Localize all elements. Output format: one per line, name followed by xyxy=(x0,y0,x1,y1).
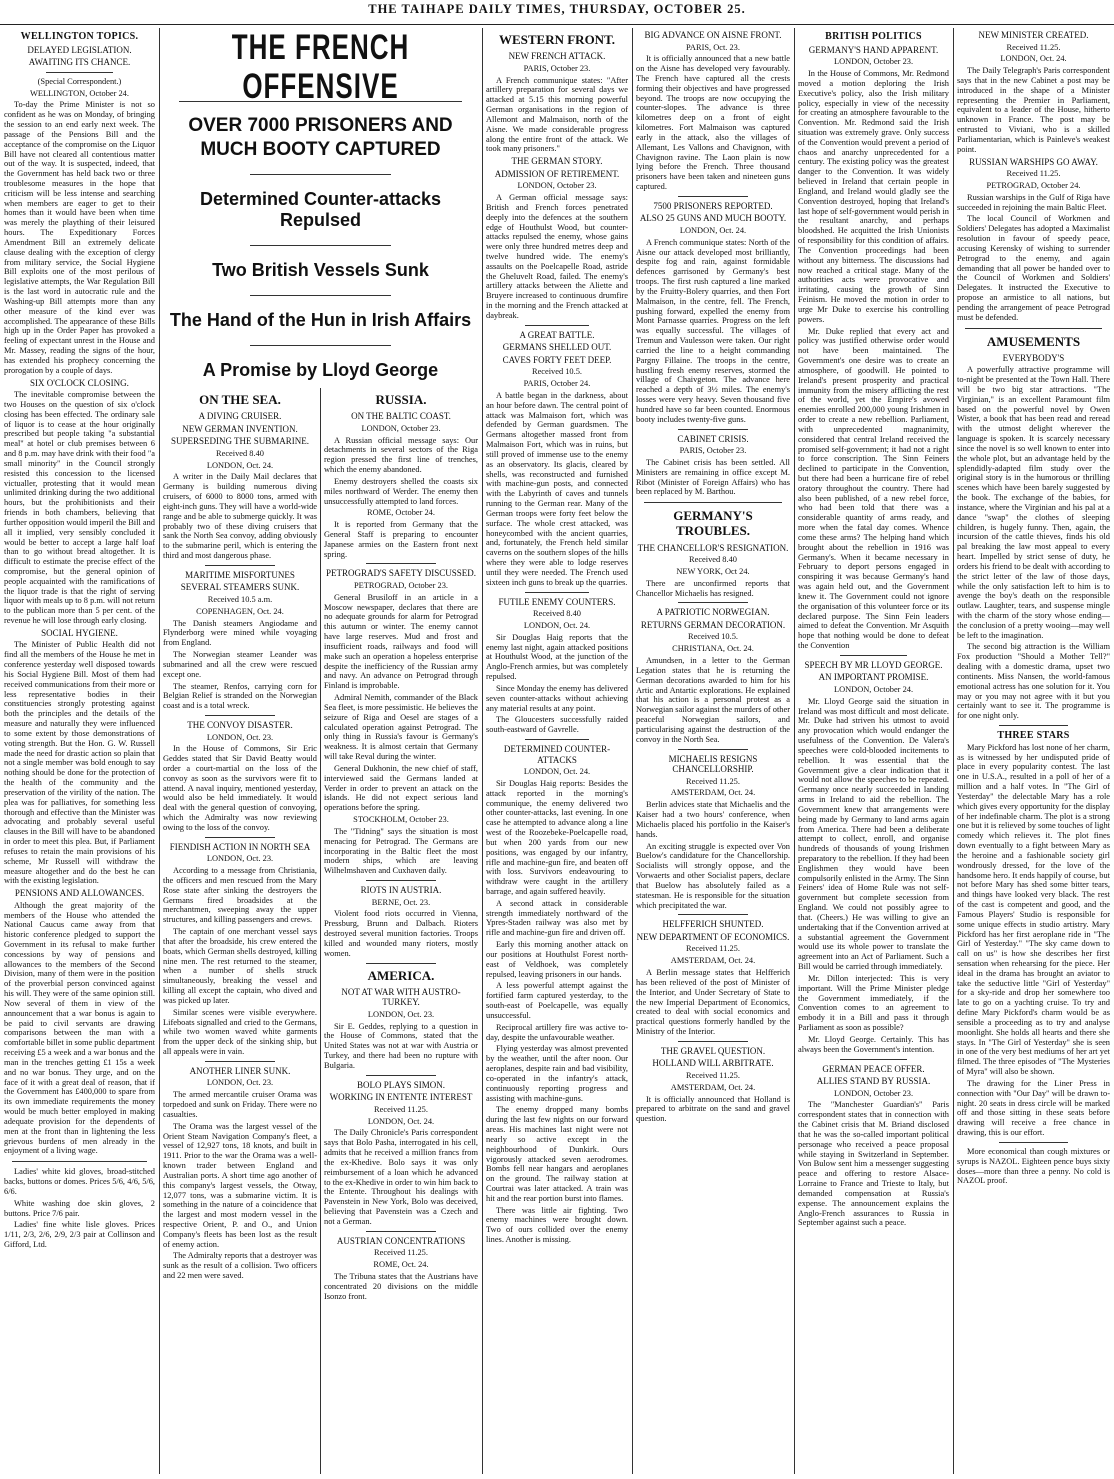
divider xyxy=(366,1231,435,1232)
dateline: LONDON, Oct. 24. xyxy=(1000,54,1067,64)
paragraph: It is officially announced that a new battle on the Aisne has developed very favourably. The French have captured all the crests forming their objectives and have progressed beyond. The troops are now occupying the counter-slopes. The advance is three kilometres deep on a front of eight kilometres. Fort Malmaison was captured early in the attack, also the villages of Allemant, Les Vallons and Chavignon, with Chavignon ravine. The Laon plain is now lying before the French. Three thousand prisoners have been taken and nineteen guns captured. xyxy=(636,54,790,192)
paragraph: Although the great majority of the members of the House who attended the National Caucus came away from that historic conference pledged to support the Government in its refusal to make further concessions by way of pensions and allowances to the members of the Second Division, many of them were in the position of the proverbial person convinced against his will. They were of the same opinion still. Now several of them in view of the announcement that a war bonus is again to be paid to civil servants are drawing comparisons between the man with a comfortable billet in some public department receiving £5 a week and a war bonus and the man in the trenches getting £1 15s a week and no war bonus. They urge, and on the face of it with a great deal of reason, that if the Government has £400,000 to spare from its own immediate requirements the money would be much better employed in making adequate provision for the dependents of men at the front than in lightening the less grievous burdens of men already in the enjoyment of a living wage. xyxy=(4,900,155,1156)
subheadline: A PATRIOTIC NORWEGIAN. xyxy=(656,607,770,618)
received-line: Received 10.5. xyxy=(531,367,582,377)
paragraph: According to a message from Christiania, the officers and men rescued from the Mary Rose state after sinking the destroyers the Germans fired broadsides at the merchantmen, sweeping away the upper structures, and killing passengers and crews. xyxy=(163,866,317,925)
dateline: COPENHAGEN, Oct. 24. xyxy=(196,606,284,616)
dateline: LONDON, Oct. 24. xyxy=(206,460,274,470)
subheadline: MICHAELIS RESIGNS CHANCELLORSHIP. xyxy=(668,753,758,775)
section-headline: WESTERN FRONT. xyxy=(498,32,616,47)
dateline: LONDON, October 23. xyxy=(361,423,441,433)
paragraph: A less powerful attempt against the fortified farm captured yesterday, to the south-east of Poelcapelle, was equally unsuccessful. xyxy=(486,981,628,1020)
received-line: Received 11.25. xyxy=(686,776,740,786)
dateline: LONDON, October 23. xyxy=(833,57,914,67)
received-line: Received 10.5. xyxy=(687,632,738,642)
received-line: Received 11.25. xyxy=(1006,42,1061,52)
subheadline: NEW MINISTER CREATED. xyxy=(978,30,1089,40)
dateline: LONDON, October 24. xyxy=(833,684,914,694)
paragraph: Berlin advices state that Michaelis and the Kaiser had a two hours' conference, when Michaelis placed his portfolio in the Kaiser's hands. xyxy=(636,800,790,839)
divider xyxy=(205,565,274,566)
paragraph: The Orama was the largest vessel of the Orient Steam Navigation Company's fleet, a vessel of 12,927 tons, 18 knots, and built in 1911. Prior to the war the Orama was a well-known trader between England and Australian ports. A short time ago another of this company's largest vessels, the Otway, 12,077 tons, was a submarine victim. It is something in the nature of a coincidence that the largest and most modern vessel in the respective Orient, P. and O., and Union Company's fleets has been lost as the result of enemy action. xyxy=(163,1121,317,1249)
divider xyxy=(678,602,747,603)
paragraph: Mr. Lloyd George. Certainly. This has always been the Government's intention. xyxy=(798,1034,949,1054)
dateline: LONDON, Oct. 23. xyxy=(206,1078,274,1088)
paragraph: The Cabinet crisis has been settled. All Ministers are remaining in office except M. Ribot (Minister of Foreign Affairs) who has been replaced by M. Barthou. xyxy=(636,457,790,497)
subheadline: A GREAT BATTLE. xyxy=(519,329,595,340)
divider xyxy=(205,1061,274,1062)
dateline: BERNE, Oct. 23. xyxy=(371,897,431,907)
divider xyxy=(525,325,589,326)
subheadline: RUSSIAN WARSHIPS GO AWAY. xyxy=(969,156,1098,167)
main-headline: THE FRENCH OFFENSIVE xyxy=(231,28,410,106)
column-on-the-sea xyxy=(163,388,317,1474)
paragraph: Admiral Nemith, commander of the Black Sea fleet, is more pessimistic. He believes the seizure of Riga and Oesel are stages of a calculated operation against Petrograd. The only thing in Russia's favour is Germany's weakness. It is almost certain that Germany will take Reval during the winter. xyxy=(324,693,478,762)
dateline: PARIS, October 23. xyxy=(523,63,591,73)
subheadline: NEW FRENCH ATTACK. xyxy=(508,51,606,62)
paragraph: The "Tidning" says the situation is most menacing for Petrograd. The Germans are incorporating in the Baltic fleet the most modern ships, which are leaving Wilhelmshaven and Cuxhaven daily. xyxy=(324,826,478,876)
divider xyxy=(840,1059,908,1060)
column-wellington-topics xyxy=(4,28,155,1474)
received-line: Received 11.25. xyxy=(686,1070,740,1080)
paragraph: The Daily Telegraph's Paris correspondent says that in the new Cabinet a post may be introduced in the shape of a Minister representing the Premier in Parliament, equivalent to a leader of the House, hitherto unknown in France. The post may be entrusted to Viviani, who is a skilled Parliamentarian, which is Painleve's weakest point. xyxy=(957,66,1110,154)
paragraph: Reciprocal artillery fire was active to-day, despite the unfavourable weather. xyxy=(486,1022,628,1042)
received-line: Received 8.40 xyxy=(533,609,581,619)
column-rule xyxy=(482,28,483,1474)
subheadline: GERMANY'S HAND APPARENT. xyxy=(808,44,939,55)
subheadline: RIOTS IN AUSTRIA. xyxy=(360,885,442,896)
advertisement: White washing doe skin gloves, 2 buttons. Price 7/6 pair. xyxy=(4,1198,155,1218)
paragraph: A French communique states: North of the Aisne our attack developed most brilliantly, despite fog and rain, against formidable defences garrisoned by Germany's best troops. The first rush captured a line marked by the Fruitty-Bolery quarries, and then Fort Malmaison, in the centre, fell. The French, pushing forward, expelled the enemy from Mont Parnasse quarries. Progress on the left was equally successful. The villages of Tremun and Vaulesson were taken. Our right carried the line to a height commanding Pargny Fillaine. The troops in the centre, hustling fresh enemy reserves, stormed the village of Chaivgeton. The advance here reached a depth of 3½ miles. The enemy's losses were very heavy. Seven thousand five hundred have so far been counted. Enormous booty includes twenty-five guns. xyxy=(636,237,790,424)
subheadline: ON THE BALTIC COAST. xyxy=(351,411,451,422)
section-headline: BRITISH POLITICS xyxy=(825,31,922,42)
divider xyxy=(366,880,435,881)
divider xyxy=(250,345,392,346)
headline-deck: A Promise by Lloyd George xyxy=(202,359,439,380)
section-headline: GERMANY'S TROUBLES. xyxy=(673,508,753,539)
paragraph: Flying yesterday was almost prevented by the weather, until the after noon. Our aeroplanes, despite rain and bad visibility, co-operated in the infantry's attack, continuously reporting progress and assisting with machine-guns. xyxy=(486,1044,628,1103)
column-rule xyxy=(953,28,954,1474)
advertisement: Ladies' fine white lisle gloves. Prices 1/11, 2/3, 2/6, 2/9, 2/3 pair at Collinson and Gifford, Ltd. xyxy=(4,1220,155,1250)
received-line: Received 11.25. xyxy=(1006,169,1061,179)
dateline: ROME, Oct. 24. xyxy=(373,1260,429,1270)
paragraph: A German official message says: British and French forces penetrated deeply into the defences at the southern edge of Houthulst Wood, but counter-attacks repulsed the enemy, whose gains were only three hundred metres deep and twelve hundred wide. The enemy's assaults on the Poelcapelle Road, astride the Gheluvelt Road, failed. The enemy's artillery attacks between the Aliette and Bruyere increased to continuous drumfire in the morning and the French attacked at daybreak. xyxy=(486,193,628,320)
dateline: LONDON, Oct. 23. xyxy=(367,1009,435,1019)
dateline: LONDON, Oct. 24. xyxy=(679,225,747,235)
divider xyxy=(999,725,1068,726)
divider xyxy=(965,328,1103,329)
dateline: AMSTERDAM, Oct. 24. xyxy=(670,788,756,798)
subheadline: 7500 PRISONERS REPORTED. xyxy=(653,200,773,211)
subheadline: THE CHANCELLOR'S RESIGNATION. xyxy=(637,542,789,553)
paragraph: Russian warships in the Gulf of Riga have succeeded in rejoining the main Baltic Fleet. xyxy=(957,192,1110,212)
paragraph: Violent food riots occurred in Vienna, Pressburg, Brunn and Dalbach. Rioters destroyed several munition factories. Troops killed and wounded many rioters, mostly women. xyxy=(324,909,478,958)
paragraph: The Gloucesters successfully raided south-eastward of Gavrelle. xyxy=(486,715,628,735)
dateline: PARIS, October 23. xyxy=(679,446,747,456)
subheadline: ALSO 25 GUNS AND MUCH BOOTY. xyxy=(639,213,787,224)
paragraph: A Russian official message says: Our detachments in several sectors of the Riga region pressed the first line of trenches, which the enemy abandoned. xyxy=(324,435,478,475)
paragraph: The Minister of Public Health did not find all the members of the House he met in conference yesterday well disposed towards his Social Hygiene Bill. Most of them had received communications from their more or less representative bodies in their constituencies strongly protesting against both the principles and the details of the measure and naturally they were influenced to some extent by those demonstrations of voting strength. But the Hon. G. W. Russell made the need for drastic action so plain that not a single member was bold enough to say nothing should be done for the protection of the health of the community and the preservation of the virility of the nation. The plea was for palliatives, for something less thorough and effective than the Minister was advocating and probably several useful clauses in the Bill will have to be abandoned in order to meet this plea. But, if Parliament refuses to retain the main provisions of his scheme, Mr Russell will withdraw the measure altogether and do the best he can with the existing legislation. xyxy=(4,640,155,886)
paragraph: The "Manchester Guardian's" Paris correspondent states that in connection with the Cabinet crisis that M. Briand disclosed that he was the so-called important political personage who received a peace proposal while staying in Switzerland in September. Von Bulow sent him a messenger suggesting peace and offering to restore Alsace-Lorraine to France and Trieste to Italy, but demanded compensation at Russia's expense. The announcement explains the Anglo-French assurances to Russia in September against such a peace. xyxy=(798,1100,949,1228)
subheadline: BIG ADVANCE ON AISNE FRONT. xyxy=(644,30,782,40)
received-line: Received 11.25. xyxy=(374,1104,428,1114)
paragraph: The Admiralty reports that a destroyer was sunk as the result of a collision. Two officers and 22 men were saved. xyxy=(163,1251,317,1281)
paragraph: To-day the Prime Minister is not so confident as he was on Monday, of bringing the session to an end early next week. The passage of the Pensions Bill and the acceptance of the compromise on the Liquor Bill have not cleared all contentious matter out of the way. It is suspected, indeed, that the Government has held back two or three troublesome measures in the hope that criticism will be less intense and searching when members are eager to get to their homes than it would have been when time was merely the plaything of their leisured hours. The Expeditionary Forces Amendment Bill an extremely delicate clause dealing with the exception of clergy from military service, the Social Hygiene Bill exploits one of the most perilous of legislative attempts, the War Regulation Bill is the last word in autocratic rule and the Washing-up Bill attempts more than any other measure of the kind ever was accomplished. The appearance of these Bills high up in the Order Paper has provoked a feeling of expectant unrest in the House and Mr. Massey, reading the signs of the hour, has extended his prophecy concerning the prorogation by a couple of days. xyxy=(4,100,155,375)
subheadline: ANOTHER LINER SUNK. xyxy=(189,1065,291,1076)
column-british-politics xyxy=(798,28,949,1474)
subheadline: CAVES FORTY FEET DEEP. xyxy=(502,354,612,365)
dateline: NEW YORK, Oct 24. xyxy=(676,566,750,576)
paragraph: There was little air fighting. Two enemy machines were brought down. Two of ours collided over the enemy lines. Another is missing. xyxy=(486,1205,628,1245)
subheadline: THE GERMAN STORY. xyxy=(511,156,603,167)
dateline: PETROGRAD, October 24. xyxy=(986,180,1081,190)
paragraph: A Berlin message states that Helfferich has been relieved of the post of Minister of the Interior, and Under Secretary of State to the new Imperial Department of Economics, created to deal with social economics and practical questions formerly handled by the Ministry of the Interior. xyxy=(636,968,790,1037)
subheadline: EVERYBODY'S xyxy=(1002,352,1065,363)
paragraph: Since Monday the enemy has delivered seven counter-attacks without achieving any material results at any point. xyxy=(486,683,628,713)
paragraph: Sir E. Geddes, replying to a question in the House of Commons, stated that the United States was not at war with Austria or Turkey, and there had been no rupture with Bulgaria. xyxy=(324,1021,478,1070)
subheadline: ADMISSION OF RETIREMENT. xyxy=(494,168,620,179)
divider xyxy=(366,963,435,964)
divider xyxy=(205,837,274,838)
subheadline: THREE STARS xyxy=(997,730,1070,742)
subheadline: SIX O'CLOCK CLOSING. xyxy=(30,377,129,388)
subheadline: NOT AT WAR WITH AUSTRO-TURKEY. xyxy=(341,986,461,1008)
subheadline: A DIVING CRUISER. xyxy=(198,411,282,422)
column-rule xyxy=(159,28,160,1474)
paragraph: General Dukhonin, the new chief of staff, interviewed said the Germans landed at Verder in order to prevent an attack on the islands. He did not expect serious land operations before the spring. xyxy=(324,763,478,813)
divider xyxy=(46,72,114,73)
divider xyxy=(678,1041,747,1042)
paragraph: It is officially announced that Holland is prepared to arbitrate on the sand and gravel question. xyxy=(636,1094,790,1124)
column-aisne-front xyxy=(636,28,790,1474)
column-new-minister xyxy=(957,28,1110,1474)
paragraph: General Brusiloff in an article in a Moscow newspaper, declares that there are no adequate grounds for alarm for Petrograd this autumn or winter. The enemy cannot have large reserves. Mud and frost and insufficient roads, railways and food will make such an operation a hopeless enterprise despite the inefficiency of the Russian army and navy. An advance on Petrograd through Finland is improbable. xyxy=(324,592,478,691)
paragraph: Mr. Lloyd George said the situation in Ireland was most difficult and most delicate. Mr. Duke had striven his utmost to avoid any provocation which would endanger the usefulness of the Convention. De Valera's speeches were cold-blooded incitements to rebellion. It was essential that the Government give a clear indication that it would not allow the speeches to be repeated. Germany once nearly succeeded in landing arms in Ireland to aid the rebellion. The Government knew that arrangements were being made by Germany to land arms again from America. There had been a deliberate attempt to collect, enroll, and organise hundreds of thousands of young Irishmen preparatory to the rebellion. If they had been Englishmen they would have been compulsorily enlisted in the Army. The Sinn Feiners' idea of Home Rule was not self-government but complete secession from England. We could not possibly agree to that. (Cheers.) He was willing to give an undertaking that if the Convention arrived at a substantial agreement the Government would use its whole power to translate the agreement into an Act of Parliament. Such a Bill would be carried through immediately. xyxy=(798,696,949,972)
subheadline: AUSTRIAN CONCENTRATIONS xyxy=(336,1235,466,1246)
paragraph: Sir Douglas Haig reports that the enemy last night, again attacked positions at Houthulst Wood, at the junction of the Anglo-French armies, but was completely repulsed. xyxy=(486,632,628,682)
paragraph: The second big attraction is the William Fox production "Should a Mother Tell?" dealing with a domestic drama, upset two continents. Miss Nansen, the world-famous emotional actress has one solution for it. You may or you may not agree with it but you certainly want to see it. The programme is for one night only. xyxy=(957,642,1110,721)
banner-headlines xyxy=(163,28,478,388)
subheadline: MARITIME MISFORTUNES xyxy=(185,569,295,580)
subheadline: HOLLAND WILL ARBITRATE. xyxy=(652,1058,774,1069)
divider xyxy=(678,749,747,750)
subheadline: FUTILE ENEMY COUNTERS. xyxy=(498,596,616,607)
dateline: PARIS, Oct. 23. xyxy=(686,42,740,52)
paragraph: In the House of Commons, Mr. Redmond moved a motion deploring the Irish Executive's policy, also the Irish military policy, especially in view of the necessity for creating an atmosphere favourable to the Convention. Mr. Redmond said the Irish situation was extremely grave. Only success of the Convention would prevent a period of chaos and anarchy unprecedented for a century. The existing policy was the greatest danger to the Convention. It was widely believed in Ireland that certain people in England, and Ireland would gladly see the Convention destroyed, hoping that Ireland's last hope of self-government would perish in the resultant anarchy, and perhaps bloodshed. He acquitted the Irish Unionists of responsibility for this condition of affairs. The Convention proceedings had been without any bitterness. The discussions had now reached a critical stage. Many of the authorities acts were provocative and irritating, causing the growth of Sinn Feinism. He moved the motion in order to urge Mr Duke to exercise his controlling powers. xyxy=(798,69,949,324)
subheadline: AWAITING ITS CHANCE. xyxy=(28,57,131,68)
dateline: WELLINGTON, October 24. xyxy=(30,88,129,98)
column-russia xyxy=(324,388,478,1474)
column-rule xyxy=(794,28,795,1474)
subheadline: SOCIAL HYGIENE. xyxy=(41,627,118,638)
paragraph: Mary Pickford has lost none of her charm, as is witnessed by her undisputed pride of place in every popularity contest. The last one in U.S.A., resulted in a poll of her of a million and a half votes. In "The Girl of Yesterday" the delectable Mary has a role which gives every opportunity for the display of her indefinable charm. The plot is a strong one but it is relieved by some touches of light comedy which relieves it. The plot fines down eventually to a fight between Mary as the heroine and a fashionable society girl wondrously dressed, for the love of the handsome hero. It ends happily of course, but not before Mary has shed some bitter tears, and things have looked very black. The rest of the cast is competent and good, and the Famous Players' Studio is responsible for some unique effects in studio artistry. Mary Pickford has her first aeroplane ride in "The Girl of Yesterday." "The sky came down to call on us" is how she describes her first sensation when rehearsing for the piece. Her ideal in the drama has brought an aviator to take the seductive little "Girl of Yesterday" for a sky-ride and drop her somewhere too late to go on a yachting cruise. To try and define Mary Pickford's charm would be as sensible a proceeding as to try and analyse moonlight. She holds all hearts and there she stays. In "The Girl of Yesterday" she is seen in one of the very best mediums of her art yet filmed. The three episodes of "The Mysteries of Myra" will also be shown. xyxy=(957,742,1110,1077)
subheadline: SUPERSEDING THE SUBMARINE. xyxy=(170,436,310,447)
divider xyxy=(205,715,274,716)
paragraph: The drawing for the Liner Press in connection with "Our Day" will be drawn to-night. 20 seats in dress circle will be marked off and those sitting in these seats before drawing will receive a free chance in drawing, this is our effort. xyxy=(957,1078,1110,1138)
dateline: LONDON, Oct. 24. xyxy=(523,620,591,630)
paragraph: It is reported from Germany that the General Staff is preparing to encounter Japanese armies on the Eastern front next spring. xyxy=(324,520,478,559)
paragraph: Sir Douglas Haig reports: Besides the attack reported in the morning's communique, the enemy delivered two other counter-attacks, last evening. In one case he attempted to advance along a line west of the Roozebeke-Poelcapelle road, but when 200 yards from our new positions, was engaged by our infantry, rifle and machine-gun fire, and beaten off with loss. Survivors endeavouring to withdraw were caught in the artillery barrage, and again suffered heavily. xyxy=(486,778,628,896)
advertisement: Ladies' white kid gloves, broad-stitched backs, buttons or domes. Prices 5/6, 4/6, 5/6, 6/6. xyxy=(4,1167,155,1196)
subheadline: GERMAN PEACE OFFER. xyxy=(822,1063,925,1074)
headline-deck: Two British Vessels Sunk xyxy=(212,259,429,280)
subheadline: HELFFERICH SHUNTED. xyxy=(662,919,764,930)
subheadline: PETROGRAD'S SAFETY DISCUSSED. xyxy=(325,568,477,579)
dateline: LONDON, October 23. xyxy=(517,181,597,191)
subheadline: FIENDISH ACTION IN NORTH SEA xyxy=(169,841,311,852)
subheadline: THE CONVOY DISASTER. xyxy=(187,720,293,730)
paragraph: Enemy destroyers shelled the coasts six miles northward of Werder. The enemy then unsuccessfully attempted to land forces. xyxy=(324,476,478,506)
paragraph: A writer in the Daily Mail declares that Germany is building numerous diving cruisers, of 6000 to 8000 tons, armed with eight-inch guns. They will have a world-wide range and be able to submerge quickly. It was probably two of these diving cruisers that sank the North Sea convoy, adding obviously to the submarine peril, which is entering the third and most dangerous phase. xyxy=(163,472,317,561)
subheadline: NEW DEPARTMENT OF ECONOMICS. xyxy=(636,931,790,942)
subheadline: ALLIES STAND BY RUSSIA. xyxy=(816,1076,931,1087)
column-rule xyxy=(632,28,633,1474)
divider xyxy=(840,655,908,656)
dateline: AMSTERDAM, Oct. 24. xyxy=(670,1082,756,1092)
paragraph: The Daily Chronicle's Paris correspondent says that Bolo Pasha, interrogated in his cell, admits that he received a million francs from the ex-Khedive. Bolo says it was only reimbursement of a loan which he advanced to the ex-Khedive in order to win him back to the Entente. Throughout his dealings with Pavenstein in New York, Bolo was deceived, believing that Pavenstein was a Czech and not a German. xyxy=(324,1128,478,1226)
divider xyxy=(525,739,589,740)
paragraph: The Tribuna states that the Austrians have concentrated 20 divisions on the middle Isonzo front. xyxy=(324,1271,478,1301)
subheadline: AN IMPORTANT PROMISE. xyxy=(818,672,929,683)
divider xyxy=(999,1142,1068,1143)
paragraph: The inevitable compromise between the two Houses on the question of six o'clock closing has been effected. The ordinary sale of liquor is to cease at the hour originally prescribed but people taking "a substantial meal" at hotel or club premises between 6 and 8 p.m. may have drink with their food "a small minority" in the Council strongly resisted this concession to the licensed victualler, protesting that it would mean unlimited drinking during the two additional hours, but the prohibitionists and their friends in both chambers, believing that further opposition would imperil the Bill and all it implied, very sensibly concluded it would be better to accept a large half loaf than to go without bread altogether. It is difficult to estimate the precise effect of the compromise, but the general opinion of people acquainted with the ramifications of the liquor trade is that the right of serving liquor with meals up to 8 p.m. will not return to the publican more than 5 per cent. of the revenue he will lose through early closing. xyxy=(4,390,155,626)
column-western-front xyxy=(486,28,628,1474)
paragraph: In the House of Commons, Sir Eric Geddes stated that Sir David Beatty would order a court-martial on the loss of the convoy as soon as the survivors were fit to attend. A naval inquiry, mentioned yesterday, would also be held immediately. It would deal with the general question of convoying, which the Admiralty was now reviewing owing to the loss of the convoy. xyxy=(163,744,317,832)
headline-deck: The Hand of the Hun in Irish Affairs xyxy=(169,309,472,330)
headline-deck: OVER 7000 PRISONERS AND MUCH BOOTY CAPTURED xyxy=(188,115,453,160)
divider xyxy=(678,429,747,430)
paragraph: An exciting struggle is expected over Von Buelow's candidature for the Chancellorship. Socialists will strongly oppose, and the Vorwaerts and other Socialist papers, declare that Buelow has absolutely failed as a statesman. He is responsible for the situation which precipitated the war. xyxy=(636,841,790,910)
section-headline: AMERICA. xyxy=(367,967,435,983)
paragraph: Amundsen, in a letter to the German Legation states that he is returning the German decorations awarded to him for his Artic and Antartic explorations. He explained that his action is a personal protest as a Norwegian sailor against the murders of other peaceful Norwegian sailors, and particularising against the destruction of the convoy in the North Sea. xyxy=(636,656,790,744)
received-line: Received 11.25. xyxy=(686,944,740,954)
subheadline: DETERMINED COUNTER-ATTACKS xyxy=(503,744,611,765)
divider xyxy=(644,502,783,503)
received-line: Received 8.40 xyxy=(216,448,264,458)
received-line: Received 8.40 xyxy=(689,555,737,565)
section-headline: ON THE SEA. xyxy=(199,392,281,407)
dateline: LONDON, Oct. 23. xyxy=(206,732,274,742)
divider xyxy=(525,592,589,593)
headline-deck: Determined Counter-attacks Repulsed xyxy=(199,188,442,230)
advertisement: More economical than cough mixtures or syrups is NAZOL. Eighteen pence buys sixty doses—more than three a penny. No cold is NAZOL proof. xyxy=(957,1146,1110,1186)
byline: (Special Correspondent.) xyxy=(37,76,122,86)
dateline: LONDON, October 23. xyxy=(833,1088,914,1098)
subheadline: NEW GERMAN INVENTION. xyxy=(182,423,298,434)
dateline: LONDON, Oct. 23. xyxy=(206,854,274,864)
subheadline: PENSIONS AND ALLOWANCES. xyxy=(14,888,145,899)
paragraph: There are unconfirmed reports that Chancellor Michaelis has resigned. xyxy=(636,578,790,598)
paragraph: Mr. Duke replied that every act and policy was justified otherwise order would not have been maintained. The Government's one desire was to create an atmosphere, of goodwill. He pointed to Ireland's present prosperity and practical immunity from the misery afflicting the rest of the world, yet the Empire's avowed enemies enrolled 200,000 young Irishmen in order to create a new rebellion. Parliament, with unprecedented magnanimity, considered that central Ireland received the promised self-government; it had not a right to force conscription. The Sinn Feiners declined to participate in the Convention, but there had been a hurricane fire of rebel oratory throughout the country. There had also been published, of a new rebel force, who had been told that there was a considerable quantity of arms ready, and more when the fatal day comes. Whence come these arms? The helping hand which brought about the rebellion in 1916 was Germany's. When it became necessary in February to deport persons engaged in conspiring it was because Germany's hand was again held out, and the Government knew it. The Government could not ignore the organisation of this volunteer force or its declared purpose. The Sinn Fein leaders aimed to defeat the Convention. Mr Asquith hope that nothing would be done to defeat the Convention xyxy=(798,326,949,651)
paragraph: A French communique states: "After artillery preparation for several days we attacked at 5.15 this morning powerful German organisations in the region of Allemont and Malmaison, north of the Aisne. We made considerable progress along the entire front of the attack. We took many prisoners." xyxy=(486,75,628,154)
divider xyxy=(678,196,747,197)
dateline: PETROGRAD, October 23. xyxy=(354,581,448,590)
subheadline: SEVERAL STEAMERS SUNK. xyxy=(180,582,300,593)
divider xyxy=(678,914,747,915)
subheadline: BOLO PLAYS SIMON. xyxy=(357,1079,445,1090)
section-headline: AMUSEMENTS xyxy=(986,333,1081,349)
divider xyxy=(366,563,435,564)
dateline: STOCKHOLM, October 23. xyxy=(353,815,449,825)
column-rule xyxy=(320,388,321,1474)
paragraph: A second attack in considerable strength immediately northward of the Ypres-Staden railway was also met by rifle and machine-gun fire and driven off. xyxy=(486,898,628,938)
dateline: ROME, October 24. xyxy=(367,508,435,518)
dateline: CHRISTIANA, Oct. 24. xyxy=(672,644,754,654)
paragraph: Mr. Dillon interjected: This is very important. Will the Prime Minister pledge the Government immediately, if the Convention comes to an agreement to embody it in a Bill and pass it through Parliament as soon as possible? xyxy=(798,973,949,1033)
subheadline: GERMANS SHELLED OUT. xyxy=(502,342,612,353)
subheadline: WORKING IN ENTENTE INTEREST xyxy=(329,1092,473,1103)
paragraph: A powerfully attractive programme will to-night be presented at the Town Hall. There will be two big star attractions. "The Virginian," is an excellent Paramount film based on the powerful novel by Owen Wister, a book that has been read and reread with the utmost delight wherever the language is spoken. It is scarcely necessary since the novel is so well known to enter into the whole plot, but an advantage held by the splendidly-adapted film study over the original story is in the humorous or thrilling scenes which have been barely suggested by the book. The exchange of the babies, for instance, where the Virginian and his pal at a dance "swap" the clothes of sleeping children, is hugely funny. Then, again, the incursion of the cattle thieves, finds his old pal breaking the law most appeal to every heart. Impelled by strict sense of duty, he orders his friend to be dealt with according to the strict letter of the law of those days, while the only satisfaction left to him is to avenge the boy's death on the responsible outlaw. Laughter, tears, and suspense mingle with the charm of the story whose ending—the conclusion of a pretty wooing—may well be left to the imagination. xyxy=(957,365,1110,640)
paragraph: The enemy dropped many bombs during the last few nights on our forward areas. His machines last night were not nearly so active except in the neighbourhood of Dunkirk. Ours vigorously attacked seven aerodromes. Bombs fell near hangars and aeroplanes on the ground. The railway station at Courtrai was later attacked. A train was hit and the rear portion burst into flames. xyxy=(486,1105,628,1203)
headline: WELLINGTON TOPICS. xyxy=(20,31,139,42)
paragraph: Similar scenes were visible everywhere. Lifeboats signalled and cried to the Germans, while two women waved white garments from the upper deck of the sinking ship, but all appeals were in vain. xyxy=(163,1007,317,1057)
divider xyxy=(366,1075,435,1076)
paragraph: The armed mercantile cruiser Orama was torpedoed and sunk on Friday. There were no casualties. xyxy=(163,1090,317,1119)
subheadline: CABINET CRISIS. xyxy=(677,433,749,444)
dateline: LONDON, Oct. 24. xyxy=(523,767,591,777)
paragraph: The local Council of Workmen and Soldiers' Delegates has adopted a Maximalist resolution in favour of speedy peace, accusing Kerensky of wishing to surrender Petrograd to the enemy, and again demanding that all power be handed over to the Council of Workmen and Soldiers' Delegates. It instructed the Executive to propose an armistice to all nations, but pending the arrangement of peace Petrograd must be defended. xyxy=(957,214,1110,322)
divider xyxy=(250,245,392,246)
received-line: Received 11.25. xyxy=(374,1248,428,1258)
paragraph: A battle began in the darkness, about an hour before dawn. The central point of attack was Malmaison fort, which was defended by German guardsmen. The Germans altogether massed front from Malmaison Fort, which was in ruins, but still proved of immense use to the enemy as an observatory. Its glacis, cleared by shells, was reconstructed and furnished with machine-gun posts, and connected with the Labyrinth of caves and tunnels running to the German rear. Many of the German troops were forty feet below the surface. The whole crest attacked, was honeycombed with the ancient quarries, and, fortunately, the French held similar caverns on the southern slopes of the hills where they were able to lodge reserves until they were needed. The French used sixteen inch guns to break up the quarries. xyxy=(486,391,628,587)
divider xyxy=(12,1161,148,1162)
received-line: Received 10.5 a.m. xyxy=(207,594,273,604)
paragraph: The steamer, Renfos, carrying corn for Belgian Relief is stranded on the Norwegian coast and is a total wreck. xyxy=(163,681,317,711)
masthead: THE TAIHAPE DAILY TIMES, THURSDAY, OCTOBER 25. xyxy=(0,2,1114,25)
divider xyxy=(250,295,392,296)
dateline: PARIS, October 24. xyxy=(523,379,591,389)
subheadline: DELAYED LEGISLATION. xyxy=(27,44,132,55)
dateline: LONDON, Oct. 24. xyxy=(367,1116,435,1126)
dateline: AMSTERDAM, Oct. 24. xyxy=(670,956,756,966)
paragraph: Early this morning another attack on our positions at Houthulst Forest north-east of Veldhoek, was completely repulsed, leaving prisoners in our hands. xyxy=(486,940,628,979)
paragraph: The Norwegian steamer Leander was submarined and all the crew were rescued except one. xyxy=(163,650,317,679)
subheadline: RETURNS GERMAN DECORATION. xyxy=(640,619,786,630)
subheadline: SPEECH BY MR LLOYD GEORGE. xyxy=(804,659,943,670)
section-headline: RUSSIA. xyxy=(375,392,427,407)
paragraph: The captain of one merchant vessel says that after the broadside, his crew entered the boats, which German shells destroyed, killing nine men. The rest returned to the steamer, when a number of shells struck simultaneously, breaking the vessel and killing all except the captain, who dived and was picked up later. xyxy=(163,927,317,1005)
paragraph: The Danish steamers Angiodame and Flynderborg were mined while voyaging from England. xyxy=(163,618,317,648)
subheadline: THE GRAVEL QUESTION. xyxy=(660,1045,766,1056)
divider xyxy=(250,174,392,175)
